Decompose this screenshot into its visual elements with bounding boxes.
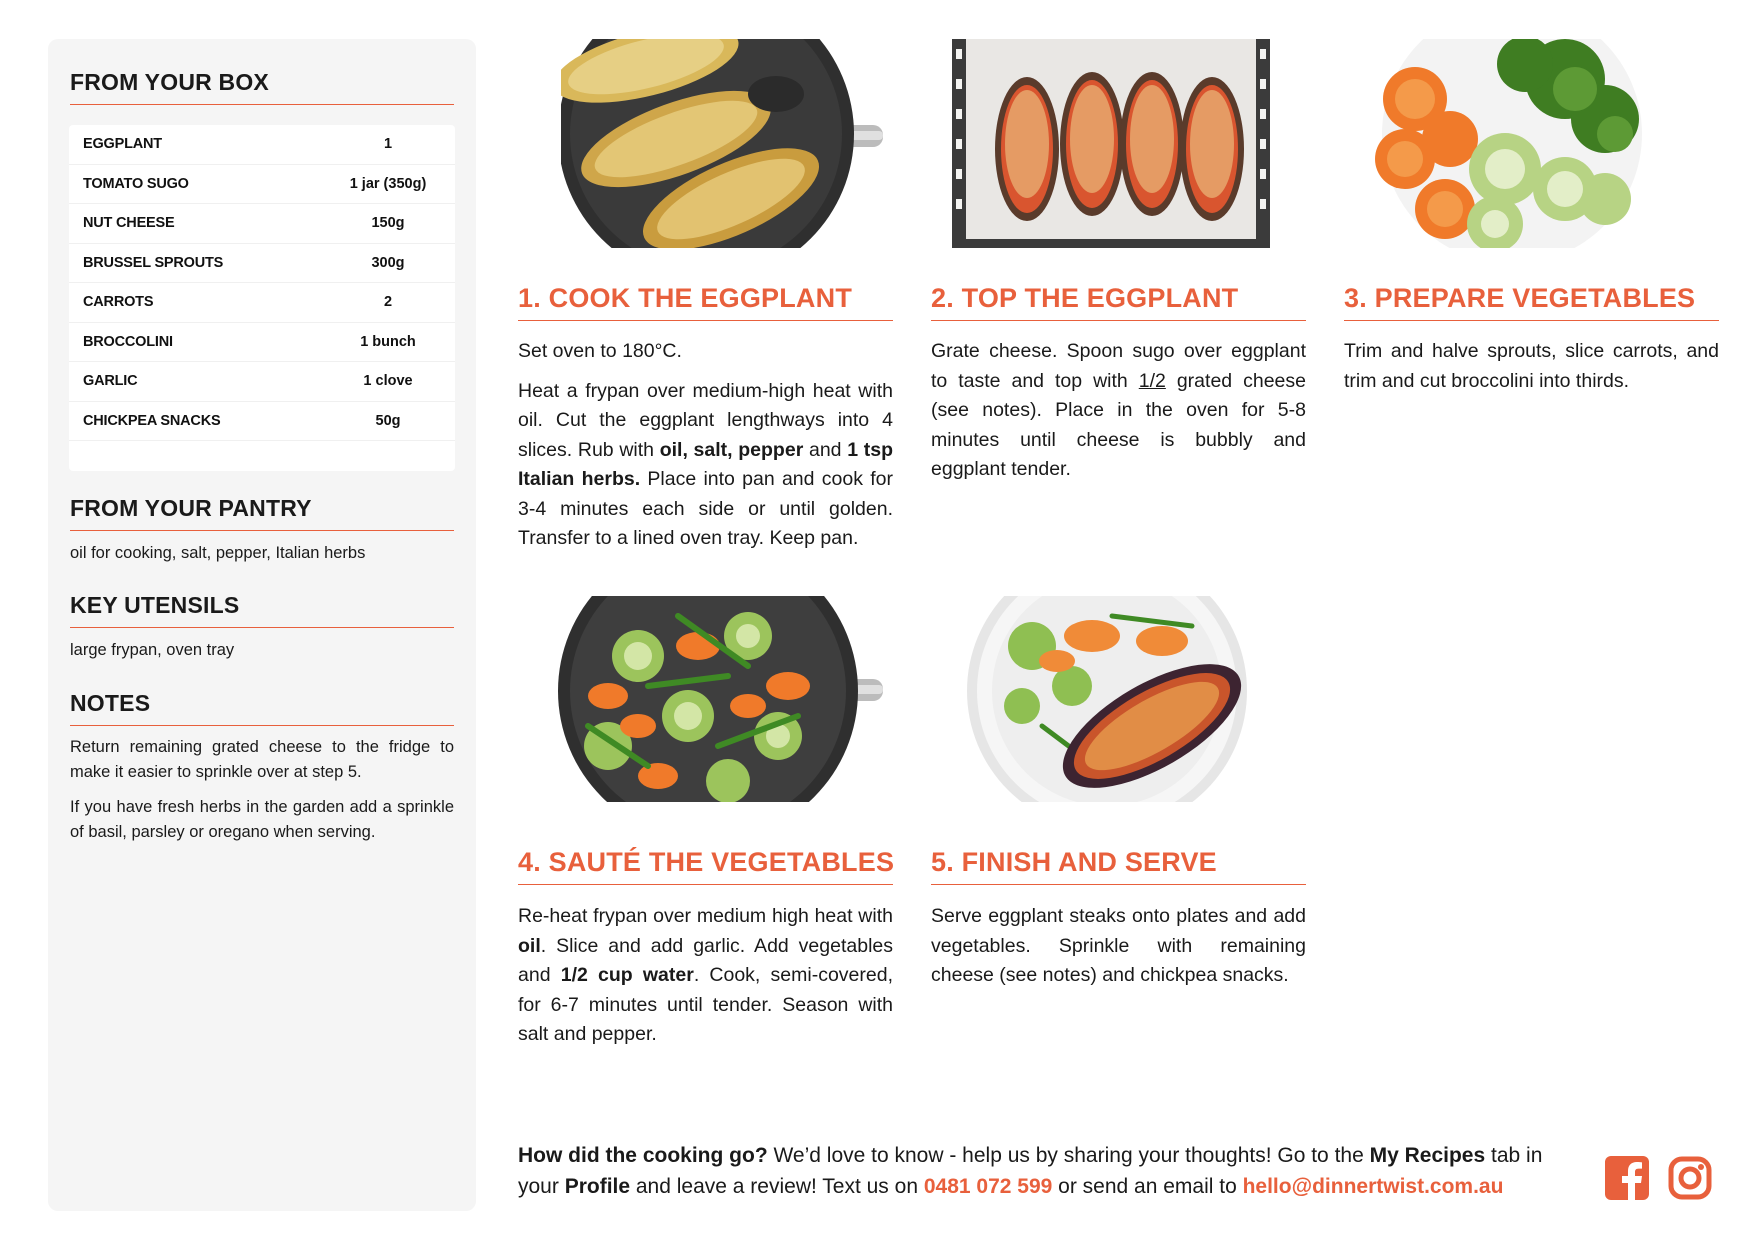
ingredient-name: GARLIC: [83, 373, 138, 390]
table-row: [69, 204, 455, 244]
ingredient-name: CARROTS: [83, 294, 154, 311]
footer-question: How did the cooking go?: [518, 1144, 768, 1167]
step-4-paragraph: [518, 902, 893, 1050]
step-4-text: [518, 902, 893, 1060]
text-run: Heat a frypan over medium-high heat with oil. Cut the eggplant lengthways into 4 slices. Rub with: [518, 379, 893, 461]
step-1-text: [518, 337, 893, 564]
text-run: . Slice and add garlic. Add vegetables and: [518, 934, 893, 986]
table-row: [69, 323, 455, 363]
ingredient-qty: 1 bunch: [360, 333, 416, 350]
ingredient-name: BRUSSEL SPROUTS: [83, 254, 224, 271]
box-ingredients-table: [69, 125, 455, 471]
table-row: [69, 244, 455, 284]
utensils-text: large frypan, oven tray: [70, 641, 235, 659]
instagram-icon[interactable]: [1667, 1155, 1713, 1201]
step-4-photo: [548, 596, 883, 802]
step-1-photo: [561, 39, 883, 248]
text-run: and: [803, 438, 848, 461]
sidebar: [48, 39, 476, 1211]
ingredient-qty: 300g: [371, 254, 405, 271]
ingredient-qty: 1 clove: [363, 373, 413, 390]
bold-text: oil, salt, pepper: [659, 438, 804, 461]
ingredient-name: TOMATO SUGO: [83, 175, 189, 192]
text-run: or send an email to: [1052, 1175, 1243, 1198]
step-5-paragraph: Serve eggplant steaks onto plates and add vegetables. Sprinkle with remaining cheese (see notes) and chickpea snacks.: [931, 905, 1306, 986]
ingredient-name: EGGPLANT: [83, 136, 162, 153]
pantry-title: FROM YOUR PANTRY: [70, 495, 454, 531]
step-1-title: 1. COOK THE EGGPLANT: [518, 283, 893, 321]
text-run: We’d love to know - help us by sharing your thoughts! Go to the: [767, 1144, 1370, 1167]
note-paragraph: Return remaining grated cheese to the fridge to make it easier to sprinkle over at step 5.: [70, 738, 454, 781]
text-run: and leave a review! Text us on: [630, 1175, 924, 1198]
text-run: . Cook, semi-covered, for 6-7 minutes until tender. Season with salt and pepper.: [518, 964, 893, 1045]
text-run: Re-heat frypan over medium high heat with: [518, 905, 893, 927]
table-row: [69, 362, 455, 402]
bold-text: 1/2 cup water: [560, 964, 694, 986]
step-1-paragraph: [518, 377, 893, 554]
text-run: Grate cheese. Spoon sugo over eggplant to taste and top with: [931, 340, 1306, 392]
facebook-icon[interactable]: [1604, 1155, 1650, 1201]
step-3-paragraph: Trim and halve sprouts, slice carrots, and trim and cut broccolini into thirds.: [1344, 340, 1719, 392]
notes-title: NOTES: [70, 690, 454, 726]
phone-link[interactable]: 0481 072 599: [923, 1175, 1053, 1198]
step-3-photo: [1375, 39, 1650, 248]
table-row: [69, 165, 455, 205]
review-footer: [518, 1140, 1578, 1202]
text-run: grated cheese (see notes). Place in the oven for 5-8 minutes until cheese is bubbly and eggplant tender.: [931, 369, 1306, 480]
underlined-text: 1/2: [1138, 369, 1166, 392]
bold-text: oil: [518, 934, 541, 957]
ingredient-qty: 1: [383, 136, 393, 153]
step-3-text: [1344, 337, 1719, 406]
step-2-text: [931, 337, 1306, 495]
ingredient-name: CHICKPEA SNACKS: [83, 412, 221, 429]
table-row: [69, 402, 455, 442]
ingredient-name: NUT CHEESE: [83, 215, 175, 232]
step-3-title: 3. PREPARE VEGETABLES: [1344, 283, 1719, 321]
step-4-title: 4. SAUTÉ THE VEGETABLES: [518, 847, 893, 885]
step-1-paragraph: Set oven to 180°C.: [518, 340, 682, 362]
table-row: [69, 125, 455, 165]
profile-label: Profile: [564, 1175, 631, 1198]
step-2-photo: [952, 39, 1270, 248]
table-row: [69, 283, 455, 323]
my-recipes-label: My Recipes: [1369, 1144, 1486, 1167]
step-2-title: 2. TOP THE EGGPLANT: [931, 283, 1306, 321]
step-2-paragraph: [931, 337, 1306, 485]
ingredient-qty: 2: [383, 294, 393, 311]
box-title: FROM YOUR BOX: [70, 69, 454, 105]
utensils-title: KEY UTENSILS: [70, 592, 454, 628]
text-run: tab in your: [518, 1144, 1543, 1198]
ingredient-qty: 150g: [371, 215, 405, 232]
ingredient-qty: 50g: [375, 412, 401, 429]
pantry-text: oil for cooking, salt, pepper, Italian herbs: [70, 544, 366, 562]
step-5-photo: [962, 596, 1252, 802]
email-link[interactable]: hello@dinnertwist.com.au: [1242, 1175, 1504, 1198]
step-5-text: [931, 902, 1306, 1001]
text-run: Place into pan and cook for 3-4 minutes each side or until golden. Transfer to a lined oven tray. Keep pan.: [518, 468, 893, 549]
ingredient-name: BROCCOLINI: [83, 333, 173, 350]
note-paragraph: If you have fresh herbs in the garden add a sprinkle of basil, parsley or oregano when serving.: [70, 798, 454, 841]
step-5-title: 5. FINISH AND SERVE: [931, 847, 1306, 885]
ingredient-qty: 1 jar (350g): [349, 175, 427, 192]
bold-text: 1 tsp Italian herbs.: [518, 438, 893, 490]
